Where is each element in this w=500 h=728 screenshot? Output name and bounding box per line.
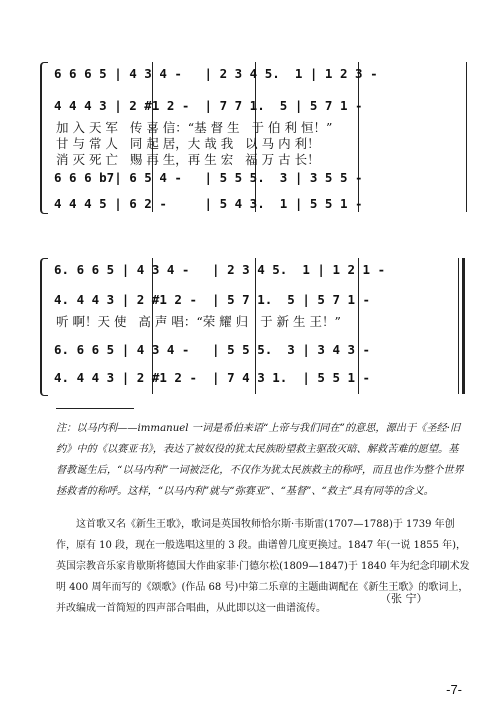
music-line-tenor: 6 6 6 b7| 6 5 4 - | 5 5 5. 3 | 3 5 5 - — [54, 170, 363, 185]
author-signature: （张 宁） — [380, 592, 428, 605]
lyrics-verse-3: 消 灭 死 亡 赐 再 生，再 生 宏 福 万 古 长！ — [56, 152, 320, 167]
music-line-alto: 4. 4 4 3 | 2 #1 2 - | 5 7 1. 5 | 5 7 1 - — [54, 292, 371, 307]
music-line-bass: 4 4 4 5 | 6 2 - | 5 4 3. 1 | 5 5 1 - — [54, 196, 363, 211]
music-line-bass: 4. 4 4 3 | 2 #1 2 - | 7 4 3 1. | 5 5 1 - — [54, 370, 371, 385]
music-line-alto: 4 4 4 3 | 2 #1 2 - | 7 7 1. 5 | 5 7 1 - — [54, 98, 363, 113]
footnote-text: 注：以马内利——immanuel 一词是希伯来语“上帝与我们同在”的意思，源出于《圣经·旧约》中的《以赛亚书》，表达了被奴役的犹太民族盼望救主驱敌灭暗、解救苦难的愿望。基督教诞生后，“以马内利”一词被泛化，不仅作为犹太民族救主的称呼，而且也作为整个世界拯救者的称呼。这样，“以马内利”就与“弥赛亚”、“基督”、“救主”具有同等的含义。 — [56, 423, 464, 497]
footnote-rule — [56, 408, 134, 409]
body-paragraph: 这首歌又名《新生王歌》，歌词是英国牧师恰尔斯·韦斯雷(1707—1788)于 1739 年创作，原有 10 段，现在一般选唱这里的 3 段。曲谱曾几度更换过。1847 年(一说 1855 年)，英国宗教音乐家肯歇斯将德国大作曲家菲·门德尔松(1809—1847)于 1840 年为纪念印刷术发明 400 周年而写的《颂歌》(作品 68 号)中第二乐章的主题曲调配在《新生王歌》的歌词上，并改编成一首简短的四声部合唱曲，从此即以这一曲谱流传。 — [56, 519, 470, 614]
music-line-soprano: 6 6 6 5 | 4 3 4 - | 2 3 4 5. 1 | 1 2 3 - — [54, 66, 378, 81]
system-brace — [40, 62, 48, 214]
footnote — [56, 418, 466, 502]
lyrics-verse: 听 啊！天 使 高 声 唱：“荣 耀 归 于 新 生 王！” — [56, 314, 341, 329]
music-line-soprano: 6. 6 6 5 | 4 3 4 - | 2 3 4 5. 1 | 1 2 1 - — [54, 262, 386, 277]
music-line-tenor: 6. 6 6 5 | 4 3 4 - | 5 5 5. 3 | 3 4 3 - — [54, 342, 371, 357]
page-number: -7- — [446, 682, 462, 697]
system-brace — [40, 258, 48, 396]
lyrics-verse-1: 加 入 天 军 传 喜 信：“基 督 生 于 伯 利 恒！” — [56, 120, 333, 135]
lyrics-verse-2: 甘 与 常 人 同 起 居，大 哉 我 以 马 内 利！ — [56, 136, 320, 151]
